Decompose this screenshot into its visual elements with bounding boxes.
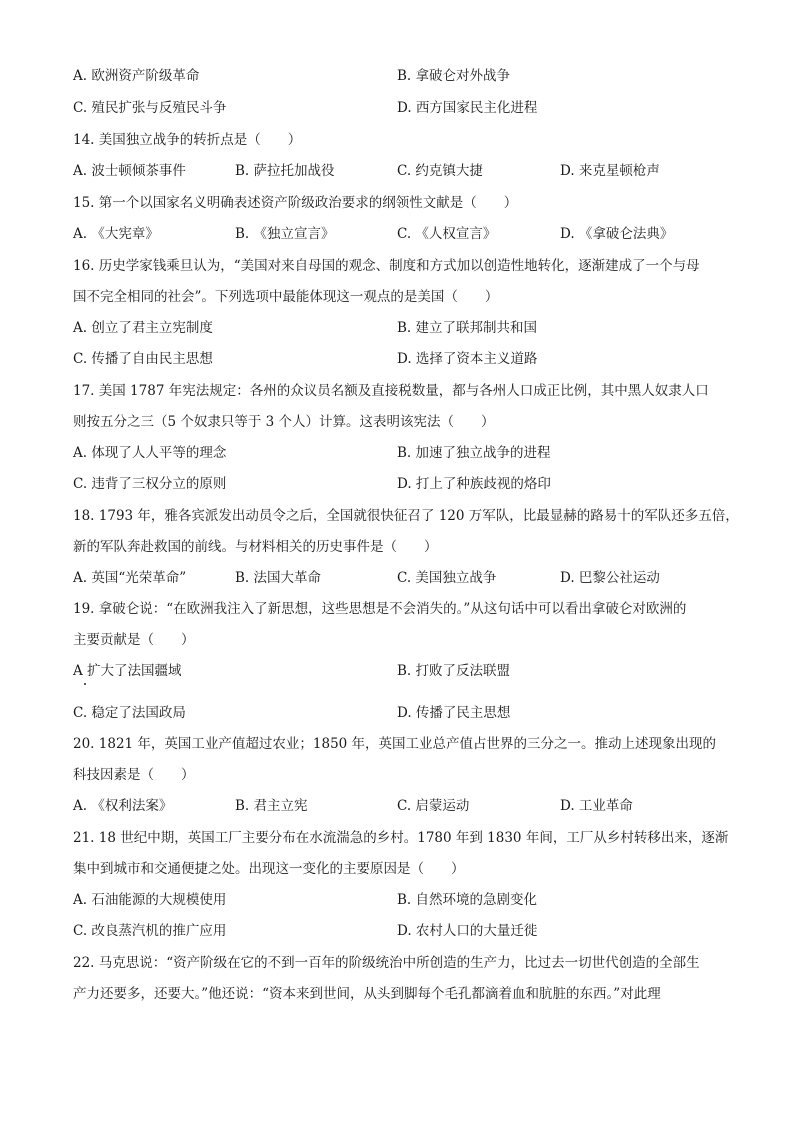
q14-option-b[interactable]: B. 萨拉托加战役 (235, 163, 335, 179)
q17-option-d[interactable]: D. 打上了种族歧视的烙印 (397, 476, 551, 492)
q17-stem-line-2: 则按五分之三（5 个奴隶只等于 3 个人）计算。这表明该宪法（ ） (73, 414, 495, 430)
q20-option-a[interactable]: A. 《权利法案》 (73, 798, 173, 814)
q15-option-d[interactable]: D. 《拿破仑法典》 (560, 226, 674, 242)
q15-option-a[interactable]: A. 《大宪章》 (73, 226, 159, 242)
stray-dot-mark (84, 683, 86, 685)
q18-option-c[interactable]: C. 美国独立战争 (397, 570, 497, 586)
q17-option-a[interactable]: A. 体现了人人平等的理念 (73, 445, 227, 461)
q13-option-d[interactable]: D. 西方国家民主化进程 (397, 100, 538, 116)
q22-stem-line-2: 产力还要多，还要大。”他还说：“资本来到世间，从头到脚每个毛孔都滴着血和肮脏的东西。”对此理 (73, 986, 661, 1002)
q18-stem-line-2: 新的军队奔赴救国的前线。与材料相关的历史事件是（ ） (73, 539, 438, 555)
q16-option-a[interactable]: A. 创立了君主立宪制度 (73, 320, 213, 336)
q14-option-d[interactable]: D. 来克星顿枪声 (560, 163, 660, 179)
q19-option-d[interactable]: D. 传播了民主思想 (397, 705, 511, 721)
q18-option-b[interactable]: B. 法国大革命 (235, 570, 322, 586)
q16-option-d[interactable]: D. 选择了资本主义道路 (397, 351, 538, 367)
q19-stem-line-1: 19. 拿破仑说：“在欧洲我注入了新思想，这些思想是不会消失的。”从这句话中可以看出拿破仑对欧洲的 (73, 601, 687, 617)
q16-option-c[interactable]: C. 传播了自由民主思想 (73, 351, 213, 367)
q21-option-b[interactable]: B. 自然环境的急剧变化 (397, 892, 538, 908)
q21-option-a[interactable]: A. 石油能源的大规模使用 (73, 892, 227, 908)
q20-option-d[interactable]: D. 工业革命 (560, 798, 633, 814)
q19-stem-line-2: 主要贡献是（ ） (73, 632, 195, 648)
q21-stem-line-1: 21. 18 世纪中期，英国工厂主要分布在水流湍急的乡村。1780 年到 1830 年间，工厂从乡村转移出来，逐渐 (73, 830, 729, 846)
q13-option-a[interactable]: A. 欧洲资产阶级革命 (73, 68, 200, 84)
q17-option-c[interactable]: C. 违背了三权分立的原则 (73, 476, 227, 492)
q14-stem: 14. 美国独立战争的转折点是（ ） (73, 132, 302, 148)
q21-option-d[interactable]: D. 农村人口的大量迁徙 (397, 923, 538, 939)
q15-option-c[interactable]: C. 《人权宣言》 (397, 226, 497, 242)
q15-option-b[interactable]: B. 《独立宣言》 (235, 226, 335, 242)
q18-stem-line-1: 18. 1793 年，雅各宾派发出动员令之后，全国就很快征召了 120 万军队，比最显赫的路易十的军队还多五倍， (73, 508, 739, 524)
q16-stem-line-2: 国不完全相同的社会”。下列选项中最能体现这一观点的是美国（ ） (73, 289, 499, 305)
q18-option-a[interactable]: A. 英国“光荣革命” (73, 570, 187, 586)
q19-option-c[interactable]: C. 稳定了法国政局 (73, 705, 186, 721)
q17-stem-line-1: 17. 美国 1787 年宪法规定：各州的众议员名额及直接税数量，都与各州人口成正比例，其中黑人奴隶人口 (73, 383, 709, 399)
q13-option-c[interactable]: C. 殖民扩张与反殖民斗争 (73, 100, 227, 116)
q16-stem-line-1: 16. 历史学家钱乘旦认为，“美国对来自母国的观念、制度和方式加以创造性地转化，逐渐建成了一个与母 (73, 258, 700, 274)
q16-option-b[interactable]: B. 建立了联邦制共和国 (397, 320, 538, 336)
q15-stem: 15. 第一个以国家名义明确表述资产阶级政治要求的纲领性文献是（ ） (73, 195, 518, 211)
q21-option-c[interactable]: C. 改良蒸汽机的推广应用 (73, 923, 227, 939)
q19-option-b[interactable]: B. 打败了反法联盟 (397, 663, 511, 679)
q17-option-b[interactable]: B. 加速了独立战争的进程 (397, 445, 551, 461)
q21-stem-line-2: 集中到城市和交通便捷之处。出现这一变化的主要原因是（ ） (73, 861, 465, 877)
q20-stem-line-1: 20. 1821 年，英国工业产值超过农业；1850 年，英国工业总产值占世界的三分之一。推动上述现象出现的 (73, 736, 717, 752)
q19-option-a[interactable]: A 扩大了法国疆域 (73, 663, 182, 679)
q18-option-d[interactable]: D. 巴黎公社运动 (560, 570, 660, 586)
q22-stem-line-1: 22. 马克思说：“资产阶级在它的不到一百年的阶级统治中所创造的生产力，比过去一切世代创造的全部生 (73, 955, 700, 971)
q13-option-b[interactable]: B. 拿破仑对外战争 (397, 68, 511, 84)
q20-option-c[interactable]: C. 启蒙运动 (397, 798, 470, 814)
q20-stem-line-2: 科技因素是（ ） (73, 767, 195, 783)
q14-option-a[interactable]: A. 波士顿倾茶事件 (73, 163, 186, 179)
q20-option-b[interactable]: B. 君主立宪 (235, 798, 308, 814)
q14-option-c[interactable]: C. 约克镇大捷 (397, 163, 483, 179)
